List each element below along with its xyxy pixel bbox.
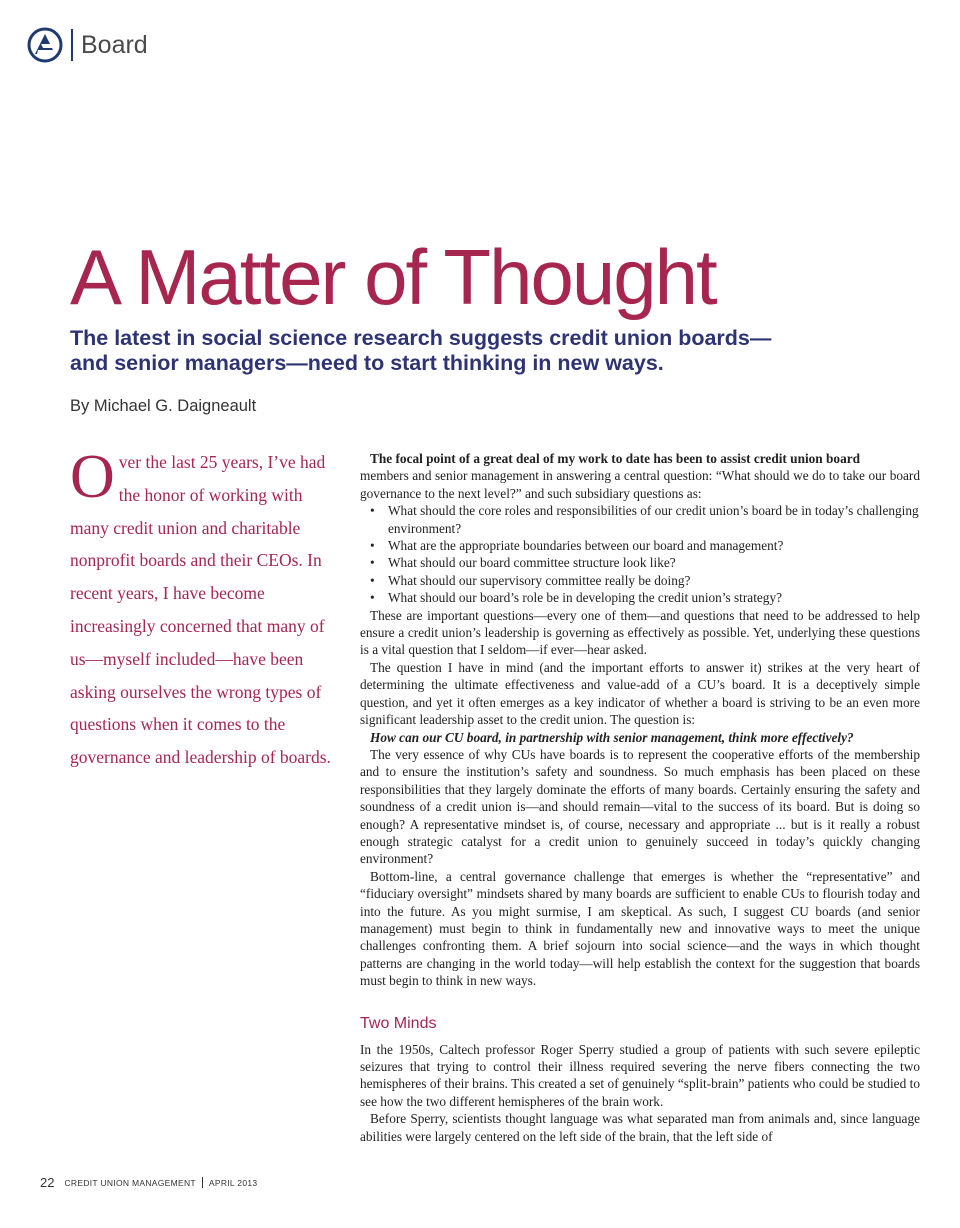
article-byline: By Michael G. Daigneault [70,397,257,415]
list-item: • What should our supervisory committee really be doing? [388,572,920,589]
header-divider [71,29,73,61]
publication-name: CREDIT UNION MANAGEMENT [64,1177,196,1188]
issue-date: APRIL 2013 [208,1177,258,1188]
question-list [360,502,920,606]
list-item: • What should our board committee structure look like? [388,554,920,571]
list-item: • What should the core roles and responsibilities of our credit union’s board be in today’s challenging environment? [388,502,920,537]
page-footer [40,1175,257,1190]
list-item: • What are the appropriate boundaries between our board and management? [388,537,920,554]
section-heading: Two Minds [360,1014,437,1032]
article-subtitle: The latest in social science research suggests credit union boards— and senior managers—need to start thinking in new ways. [70,326,772,375]
body-paragraph: members and senior management in answering a central question: “What should we do to take our board governance to the next level?” and such subsidiary questions as: [360,468,920,501]
list-item: • What should our board’s role be in developing the credit union’s strategy? [388,589,920,606]
footer-divider [202,1177,203,1188]
pull-quote [70,443,332,774]
body-paragraph: In the 1950s, Caltech professor Roger Sperry studied a group of patients with such severe epileptic seizures that trying to control their illness required severing the nerve fibers connecting the two hemispheres of their brains. This created a set of genuinely “split-brain” patients who could be studied to see how the two different hemispheres of the brain work. [360,1041,920,1109]
page-header [27,27,148,63]
section-label: Board [81,30,148,59]
key-question: How can our CU board, in partnership with senior management, think more effectively? [370,729,854,745]
cuna-logo-icon [27,27,63,63]
body-paragraph: The very essence of why CUs have boards is to represent the cooperative efforts of the membership and to ensure the institution’s safety and soundness. So much emphasis has been placed on these responsibilities that they largely dominate the efforts of many boards. Certainly ensuring the safety and soundness of a credit union is—and should remain—vital to the success of its board. But is doing so enough? A representative mindset is, of course, necessary and appropriate ... but is it really a robust enough strategic catalyst for a credit union to genuinely succeed in today’s quickly changing environment? [360,746,920,867]
article-title: A Matter of Thought [70,233,716,321]
pull-quote-text: ver the last 25 years, I’ve had the honor of working with many credit union and charitable nonprofit boards and their CEOs. In recent years, I have become increasingly concerned that many of us—myself included—have been asking ourselves the wrong types of questions when it comes to the governance and leadership of boards. [70,452,331,768]
lead-sentence: The focal point of a great deal of my work to date has been to assist credit union board [370,451,861,466]
body-paragraph: These are important questions—every one of them—and questions that need to be addressed to help ensure a credit union’s leadership is governing as effectively as possible. Yet, underlying these questions is a vital question that I seldom—if ever—hear asked. [360,607,920,658]
page-number: 22 [40,1175,55,1190]
drop-cap: O [70,443,115,511]
body-paragraph: The question I have in mind (and the important efforts to answer it) strikes at the very heart of determining the ultimate effectiveness and value-add of a CU’s board. It is a deceptively simple question, and yet it often emerges as a key indicator of whether a board is striving to be an even more significant leadership asset to the credit union. The question is: [360,659,920,728]
article-body [360,450,920,1145]
body-paragraph: Bottom-line, a central governance challenge that emerges is whether the “representative” and “fiduciary oversight” mindsets shared by many boards are sufficient to enable CUs to flourish today and into the future. As you might surmise, I am skeptical. As such, I suggest CU boards (and senior management) must begin to think in fundamentally new and innovative ways to meet the unique challenges confronting them. A brief sojourn into social science—and the ways in which thought patterns are changing in the world today—will help establish the context for the suggestion that boards must begin to think in new ways. [360,868,920,989]
body-paragraph: Before Sperry, scientists thought language was what separated man from animals and, since language abilities were largely centered on the left side of the brain, that the left side of [360,1111,920,1144]
